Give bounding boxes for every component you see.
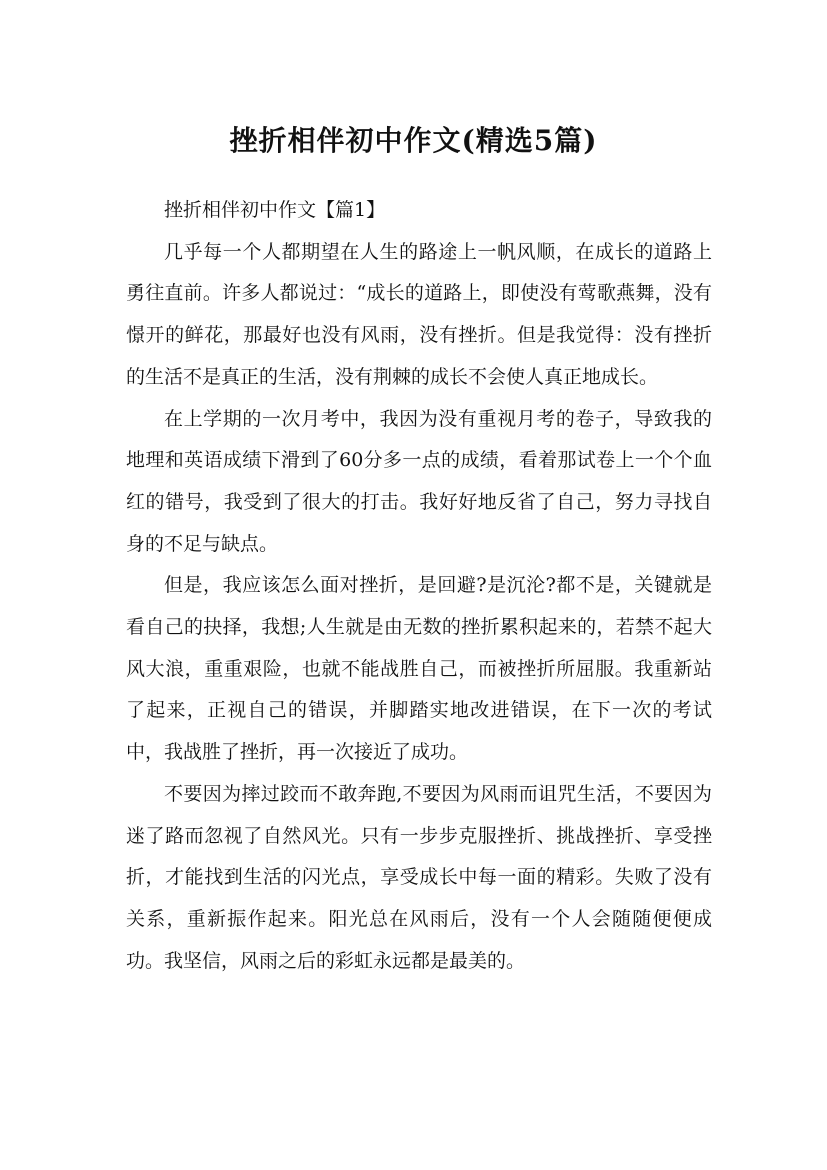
paragraph-3: 但是，我应该怎么面对挫折，是回避?是沉沦?都不是，关键就是看自己的抉择，我想;人生就是由无数的挫折累积起来的，若禁不起大风大浪，重重艰险，也就不能战胜自己，而被挫折所屈服。我重新站了起来，正视自己的错误，并脚踏实地改进错误，在下一次的考试中，我战胜了挫折，再一次接近了成功。: [126, 574, 712, 764]
paragraph-1: 几乎每一个人都期望在人生的路途上一帆风顺，在成长的道路上勇往直前。许多人都说过：“成长的道路上，即使没有莺歌燕舞，没有憬开的鲜花，那最好也没有风雨，没有挫折。但是我觉得：没有挫折的生活不是真正的生活，没有荆棘的成长不会使人真正地成长。: [126, 240, 712, 388]
document-title: 挫折相伴初中作文(精选5篇): [229, 123, 598, 157]
section-heading: 挫折相伴初中作文【篇1】: [164, 199, 386, 221]
paragraph-2: 在上学期的一次月考中，我因为没有重视月考的卷子，导致我的地理和英语成绩下滑到了60分多一点的成绩，看着那试卷上一个个血红的错号，我受到了很大的打击。我好好地反省了自己，努力寻找自身的不足与缺点。: [126, 407, 712, 555]
document-body: [126, 190, 712, 982]
paragraph-4: 不要因为摔过跤而不敢奔跑,不要因为风雨而诅咒生活，不要因为迷了路而忽视了自然风光。只有一步步克服挫折、挑战挫折、享受挫折，才能找到生活的闪光点，享受成长中每一面的精彩。失败了没有关系，重新振作起来。阳光总在风雨后，没有一个人会随随便便成功。我坚信，风雨之后的彩虹永远都是最美的。: [126, 782, 712, 972]
